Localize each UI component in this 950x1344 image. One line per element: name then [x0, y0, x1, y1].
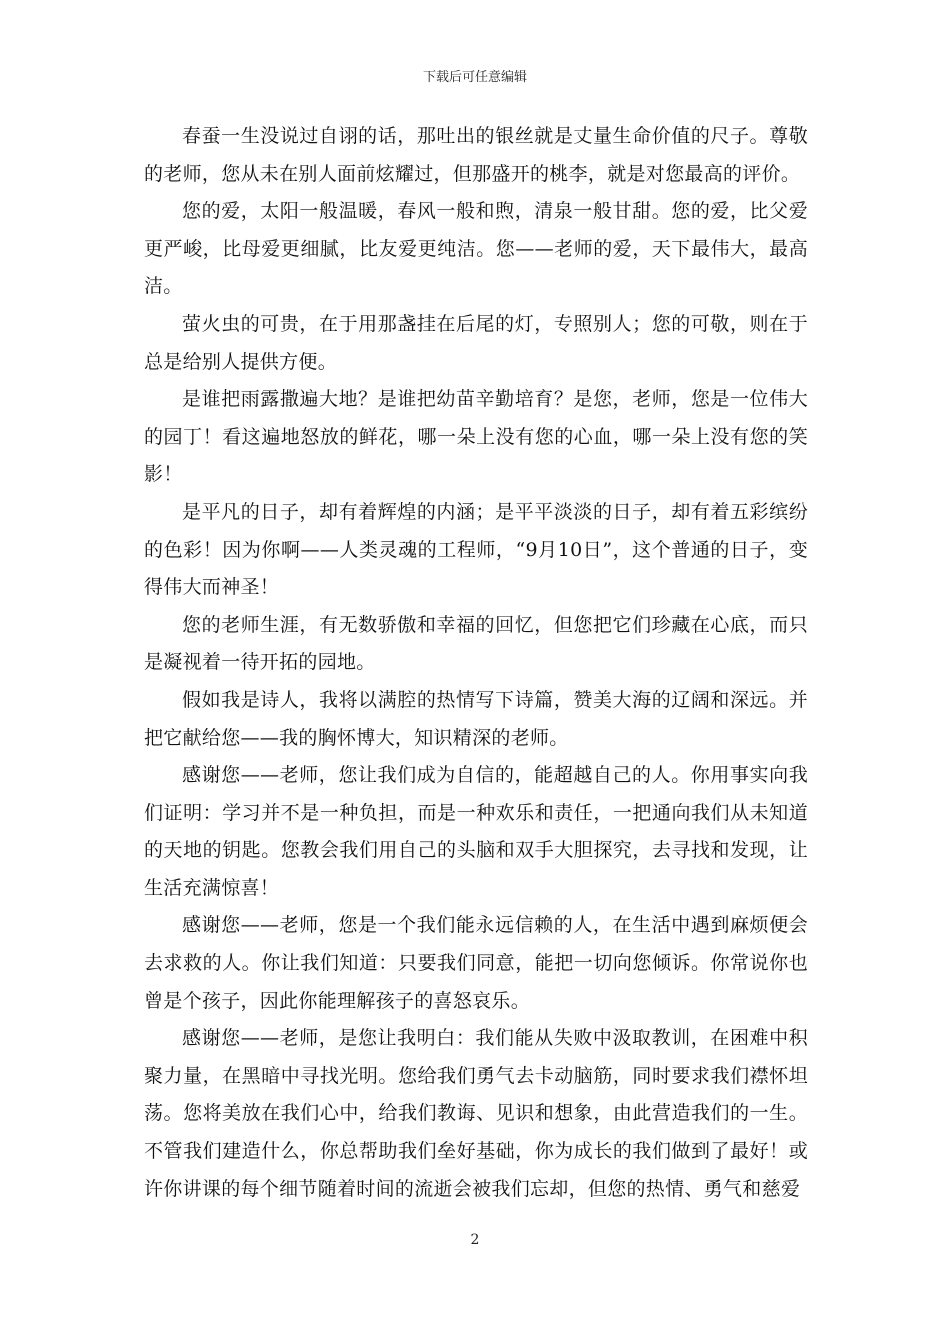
- paragraph: 是谁把雨露撒遍大地？是谁把幼苗辛勤培育？是您，老师，您是一位伟大的园丁！看这遍地怒放的鲜花，哪一朵上没有您的心血，哪一朵上没有您的笑影！: [144, 388, 808, 486]
- paragraph: 感谢您——老师，您是一个我们能永远信赖的人，在生活中遇到麻烦便会去求救的人。你让我们知道：只要我们同意，能把一切向您倾诉。你常说你也曾是个孩子，因此你能理解孩子的喜怒哀乐。: [144, 914, 808, 1012]
- paragraph: 您的老师生涯，有无数骄傲和幸福的回忆，但您把它们珍藏在心底，而只是凝视着一待开拓的园地。: [144, 613, 808, 674]
- paragraph: 假如我是诗人，我将以满腔的热情写下诗篇，赞美大海的辽阔和深远。并把它献给您——我的胸怀博大，知识精深的老师。: [144, 688, 808, 749]
- page-number: 2: [470, 1232, 480, 1248]
- paragraph: 感谢您——老师，您让我们成为自信的，能超越自己的人。你用事实向我们证明：学习并不是一种负担，而是一种欢乐和责任，一把通向我们从未知道的天地的钥匙。您教会我们用自己的头脑和双手大胆探究，去寻找和发现，让生活充满惊喜！: [144, 764, 808, 899]
- paragraph: 感谢您——老师，是您让我明白：我们能从失败中汲取教训，在困难中积聚力量，在黑暗中寻找光明。您给我们勇气去卡动脑筋，同时要求我们襟怀坦荡。您将美放在我们心中，给我们教诲、见识和想象，由此营造我们的一生。不管我们建造什么，你总帮助我们垒好基础，你为成长的我们做到了最好！或许你讲课的每个细节随着时间的流逝会被我们忘却，但您的热情、勇气和慈爱: [144, 1027, 808, 1200]
- body-text: [144, 118, 808, 1208]
- page-header: 下载后可任意编辑: [422, 70, 527, 85]
- paragraph: 您的爱，太阳一般温暖，春风一般和煦，清泉一般甘甜。您的爱，比父爱更严峻，比母爱更细腻，比友爱更纯洁。您——老师的爱，天下最伟大，最高洁。: [144, 200, 808, 298]
- paragraph: 萤火虫的可贵，在于用那盏挂在后尾的灯，专照别人；您的可敬，则在于总是给别人提供方便。: [144, 312, 808, 373]
- paragraph: 春蚕一生没说过自诩的话，那吐出的银丝就是丈量生命价值的尺子。尊敬的老师，您从未在别人面前炫耀过，但那盛开的桃李，就是对您最高的评价。: [144, 125, 808, 185]
- paragraph: 是平凡的日子，却有着辉煌的内涵；是平平淡淡的日子，却有着五彩缤纷的色彩！因为你啊——人类灵魂的工程师，“9月10日”，这个普通的日子，变得伟大而神圣！: [144, 500, 808, 599]
